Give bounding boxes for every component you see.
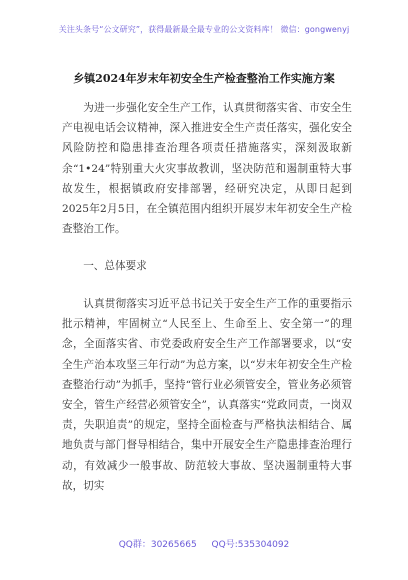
footer-contact [0, 537, 408, 550]
section-heading-general-requirements: 一、总体要求 [83, 260, 147, 272]
header-banner: 关注头条号“公文研究”，获得最新最全最专业的公文资料库！ 微信：gongwenyj [58, 25, 350, 34]
paragraph-general-requirements: 认真贯彻落实习近平总书记关于安全生产工作的重要指示批示精神，牢固树立“人民至上、生命至上、安全第一”的理念，全面落实省、市党委政府安全生产工作部署要求，以“安全生产治本攻坚三年行动”为总方案，以“岁末年初安全生产检查整治行动”为抓手，坚持“管行业必须管安全，管业务必须管安全，管生产经营必须管安全”，认真落实“党政同责，一岗双责，失职追责”的规定，坚持全面检查与严格执法相结合、属地负责与部门督导相结合，集中开展安全生产隐患排查治理行动，有效减少一般事故、防范较大事故、坚决遏制重特大事故，切实 [62, 298, 352, 492]
footer-qq-number: QQ号:535304092 [211, 540, 290, 550]
document-title: 乡镇2024年岁末年初安全生产检查整治工作实施方案 [73, 72, 335, 85]
footer-qq-group: QQ群：30265665 [118, 540, 197, 550]
paragraph-intro: 为进一步强化安全生产工作，认真贯彻落实省、市安全生产电视电话会议精神，深入推进安全生产责任落实，强化安全风险防控和隐患排查治理各项责任措施落实，深刻汲取新余“1•24”特别重大火灾事故教训，坚决防范和遏制重特大事故发生，根据镇政府安排部署，经研究决定，从即日起到2025年2月5日，在全镇范围内组织开展岁末年初安全生产检查整治工作。 [62, 102, 352, 236]
